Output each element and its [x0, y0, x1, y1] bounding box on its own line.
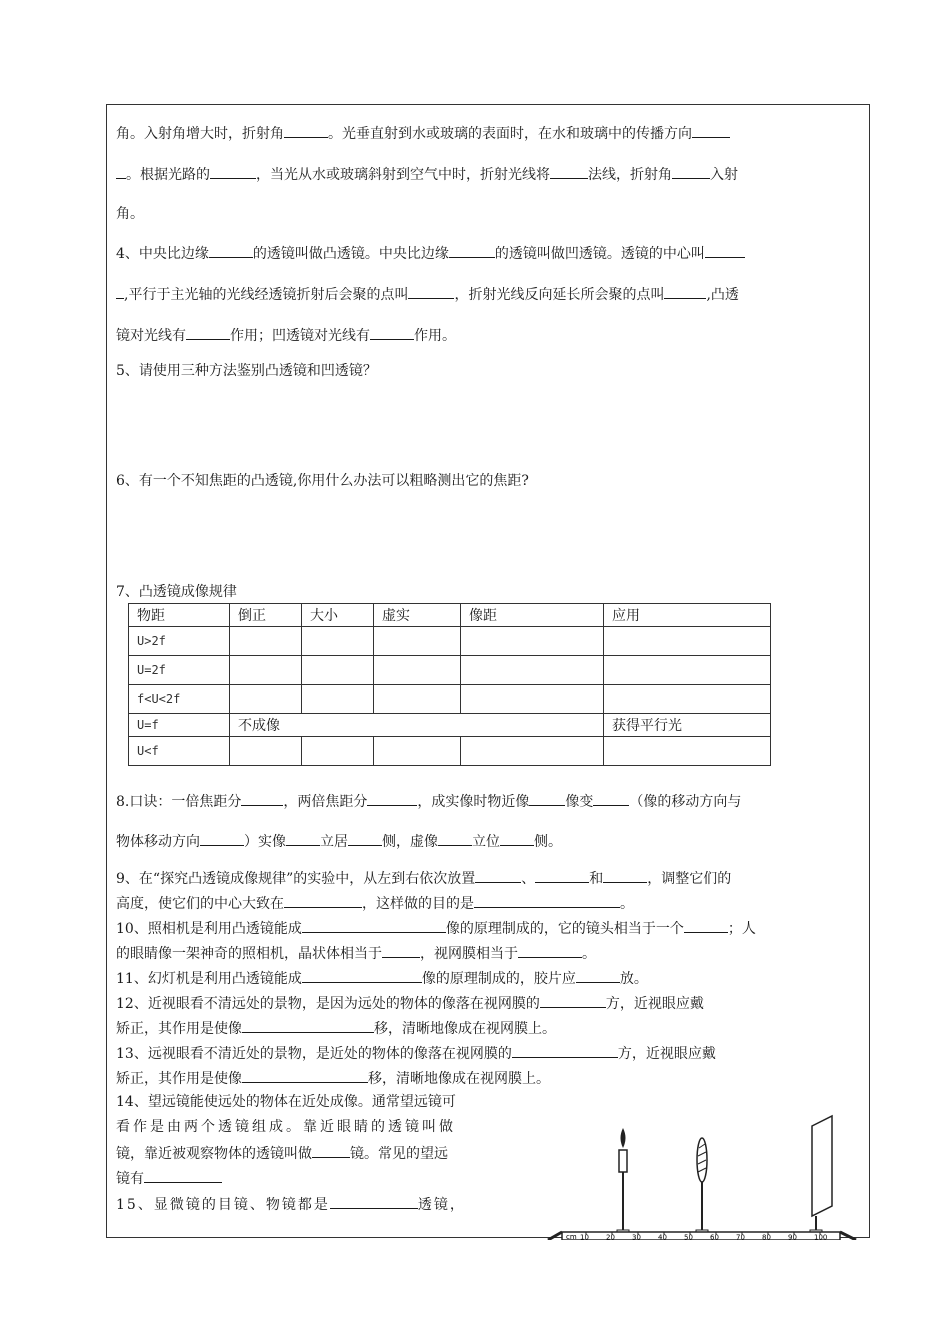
row-condition: U>2f [129, 627, 230, 656]
table-cell[interactable] [604, 685, 771, 714]
table-header [129, 604, 771, 627]
blank[interactable] [408, 284, 454, 299]
candle-icon [617, 1128, 629, 1236]
table-row [129, 627, 771, 656]
blank[interactable] [684, 918, 728, 933]
blank[interactable] [367, 791, 417, 806]
line-5: ,平行于主光轴的光线经透镜折射后会聚的点叫 ，折射光线反向延长所会聚的点叫 ,凸透 [116, 284, 739, 304]
line-14a: 14、望远镜能使远处的物体在近处成像。通常望远镜可 [116, 1094, 456, 1110]
blank[interactable] [705, 243, 745, 258]
line-4: 4、中央比边缘 的透镜叫做凸透镜。中央比边缘 的透镜叫做凹透镜。透镜的中心叫 [116, 243, 745, 263]
blank[interactable] [382, 943, 420, 958]
line-11: 11、幻灯机是利用凸透镜能成 像的原理制成的，胶片应 放。 [116, 968, 648, 988]
screen-icon [810, 1116, 832, 1236]
question-5: 5、请使用三种方法鉴别凸透镜和凹透镜？ [116, 363, 377, 379]
table-cell[interactable] [374, 737, 461, 766]
line-3: 角。 [116, 206, 144, 222]
row-condition: U=2f [129, 656, 230, 685]
line-15: 15、显微镜的目镜、物镜都是 透镜， [116, 1194, 466, 1214]
ruler-unit: cm [566, 1233, 577, 1240]
blank[interactable] [593, 791, 629, 806]
application-cell: 获得平行光 [604, 714, 771, 737]
table-cell[interactable] [604, 656, 771, 685]
line-12b: 矫正，其作用是使像 移，清晰地像成在视网膜上。 [116, 1018, 556, 1038]
line-10a: 10、照相机是利用凸透镜能成 像的原理制成的，它的镜头相当于一个 ；人 [116, 918, 756, 938]
blank[interactable] [692, 123, 730, 138]
no-image-cell: 不成像 [230, 714, 604, 737]
blank[interactable] [186, 325, 230, 340]
blank[interactable] [242, 1068, 368, 1083]
ruler-tick-label: 40 [658, 1233, 667, 1240]
blank[interactable] [664, 284, 706, 299]
table-cell[interactable] [374, 656, 461, 685]
table-row [129, 656, 771, 685]
question-7-title: 7、凸透镜成像规律 [116, 584, 237, 600]
col-size: 大小 [302, 604, 374, 627]
row-condition: f<U<2f [129, 685, 230, 714]
blank[interactable] [312, 1143, 350, 1158]
blank[interactable] [241, 791, 283, 806]
question-6: 6、有一个不知焦距的凸透镜,你用什么办法可以粗略测出它的焦距? [116, 473, 529, 489]
ruler-tick-label: 80 [762, 1233, 771, 1240]
line-8a: 8.口诀：一倍焦距分 ，两倍焦距分 ，成实像时物近像 像变 （像的移动方向与 [116, 791, 741, 811]
col-real-virtual: 虚实 [374, 604, 461, 627]
table-cell[interactable] [230, 685, 302, 714]
line-12a: 12、近视眼看不清远处的景物，是因为远处的物体的像落在视网膜的 方，近视眼应戴 [116, 993, 704, 1013]
line-13b: 矫正，其作用是使像 移，清晰地像成在视网膜上。 [116, 1068, 550, 1088]
table-cell[interactable] [302, 627, 374, 656]
blank[interactable] [535, 868, 589, 883]
blank[interactable] [348, 831, 382, 846]
blank[interactable] [330, 1194, 418, 1209]
table-cell[interactable] [302, 656, 374, 685]
table-cell[interactable] [230, 627, 302, 656]
imaging-rules-table [128, 603, 771, 766]
table-cell[interactable] [230, 737, 302, 766]
lens-icon [696, 1138, 708, 1236]
ruler-tick-label: 60 [710, 1233, 719, 1240]
table-cell[interactable] [461, 685, 604, 714]
col-object-distance: 物距 [129, 604, 230, 627]
table-cell[interactable] [604, 737, 771, 766]
blank[interactable] [518, 943, 582, 958]
line-8b: 物体移动方向 ）实像 立居 侧，虚像 立位 侧。 [116, 831, 562, 851]
blank[interactable] [550, 164, 588, 179]
blank[interactable] [370, 325, 414, 340]
blank[interactable] [116, 284, 124, 299]
blank[interactable] [209, 243, 253, 258]
blank[interactable] [500, 831, 534, 846]
table-cell[interactable] [461, 627, 604, 656]
optical-bench-illustration [540, 1090, 870, 1240]
row-condition: U=f [129, 714, 230, 737]
blank[interactable] [210, 164, 256, 179]
blank[interactable] [474, 893, 620, 908]
ruler-tick-label: 20 [606, 1233, 615, 1240]
ruler-tick-label: 30 [632, 1233, 641, 1240]
line-13a: 13、远视眼看不清近处的景物，是近处的物体的像落在视网膜的 方，近视眼应戴 [116, 1043, 716, 1063]
line-1: 角。入射角增大时，折射角 。光垂直射到水或玻璃的表面时，在水和玻璃中的传播方向 [116, 123, 730, 143]
ruler-tick-label: 90 [788, 1233, 797, 1240]
line-9a: 9、在“探究凸透镜成像规律”的实验中，从左到右依次放置 、 和 ，调整它们的 [116, 868, 731, 888]
line-2: 。根据光路的 ，当光从水或玻璃斜射到空气中时，折射光线将 法线，折射角 入射 [116, 164, 738, 184]
table-cell[interactable] [461, 656, 604, 685]
blank[interactable] [438, 831, 472, 846]
blank[interactable] [529, 791, 565, 806]
line-14b: 看作是由两个透镜组成。靠近眼睛的透镜叫做 [116, 1119, 456, 1135]
table-cell[interactable] [461, 737, 604, 766]
ruler-tick-label: 70 [736, 1233, 745, 1240]
blank[interactable] [672, 164, 710, 179]
table-cell[interactable] [302, 737, 374, 766]
row-condition: U<f [129, 737, 230, 766]
blank[interactable] [540, 993, 606, 1008]
table-cell[interactable] [374, 685, 461, 714]
col-image-distance: 像距 [461, 604, 604, 627]
blank[interactable] [603, 868, 647, 883]
line-10b: 的眼睛像一架神奇的照相机，晶状体相当于 ，视网膜相当于 。 [116, 943, 596, 963]
blank[interactable] [286, 831, 320, 846]
table-cell[interactable] [230, 656, 302, 685]
blank[interactable] [116, 164, 126, 179]
blank[interactable] [302, 918, 446, 933]
line-14c: 镜，靠近被观察物体的透镜叫做 镜。常见的望远 [116, 1143, 448, 1163]
table-cell[interactable] [604, 627, 771, 656]
table-row [129, 714, 771, 737]
table-row [129, 737, 771, 766]
ruler-rail [548, 1232, 856, 1240]
blank[interactable] [475, 868, 521, 883]
col-orientation: 倒正 [230, 604, 302, 627]
line-9b: 高度，使它们的中心大致在 ，这样做的目的是 。 [116, 893, 634, 913]
table-cell[interactable] [302, 685, 374, 714]
blank[interactable] [512, 1043, 618, 1058]
line-6: 镜对光线有 作用；凹透镜对光线有 作用。 [116, 325, 456, 345]
blank[interactable] [284, 123, 328, 138]
blank[interactable] [200, 831, 244, 846]
blank[interactable] [144, 1168, 222, 1183]
ruler-tick-label: 100 [814, 1233, 828, 1240]
blank[interactable] [449, 243, 495, 258]
ruler-tick-label: 10 [580, 1233, 589, 1240]
blank[interactable] [302, 968, 422, 983]
blank[interactable] [284, 893, 362, 908]
blank[interactable] [576, 968, 620, 983]
ruler-tick-label: 50 [684, 1233, 693, 1240]
line-14d: 镜有 [116, 1168, 222, 1188]
table-cell[interactable] [374, 627, 461, 656]
col-application: 应用 [604, 604, 771, 627]
blank[interactable] [242, 1018, 374, 1033]
table-row [129, 685, 771, 714]
